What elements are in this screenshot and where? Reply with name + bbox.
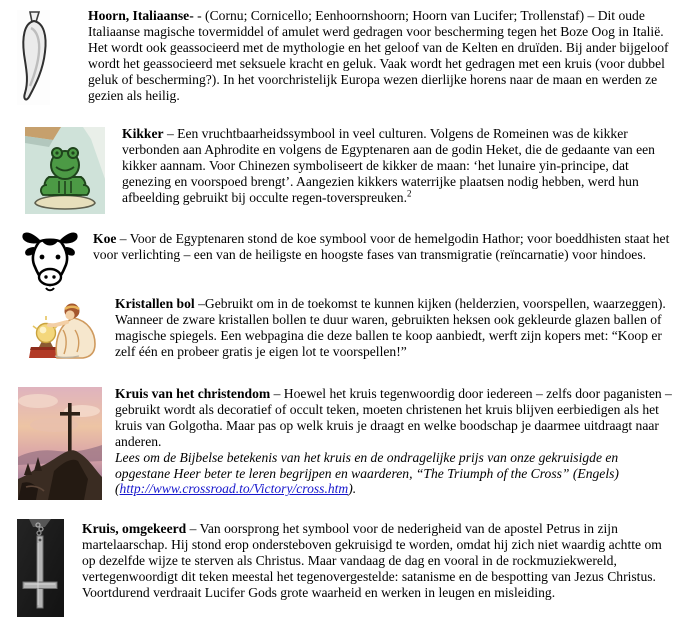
section-kristallen-bol <box>115 296 676 360</box>
footnote-ref: 2 <box>406 188 412 199</box>
section-body: – Van oorsprong het symbool voor de nederigheid van de apostel Petrus in zijn martelaarschap. Hij stond erop ondersteboven gekruisigd te worden, omdat hij zich niet waardig achtte om op dezelfde wijze te sterven als Christus. Maar vandaag de dag en vooral in de rockmuziekwereld, vertegenwoordigt dit teken meestal het tegenovergestelde: satanisme en de bespotting van Jezus Christus. Voortdurend verdraait Lucifer Gods grote waarheid en werken in leugen en misleiding. <box>82 521 662 600</box>
section-hoorn <box>88 8 676 103</box>
section-note-after: ). <box>348 481 357 497</box>
cross-painting-image <box>18 387 102 500</box>
section-body: – Voor de Egyptenaren stond de koe symbool voor de hemelgodin Hathor; voor boeddhisten staat het voor verlichting – een van de heiligste en hoogste fases van transmigratie (reïncarnatie) voor hindoes. <box>93 231 670 262</box>
section-title: Hoorn, Italiaanse- <box>88 8 194 23</box>
crystal-ball-image <box>27 296 107 361</box>
crossroad-link[interactable]: http://www.crossroad.to/Victory/cross.htm <box>119 481 349 497</box>
section-body: - (Cornu; Cornicello; Eenhoornshoorn; Hoorn van Lucifer; Trollenstaf) – Dit oude Italiaanse magische tovermiddel of amulet werd gedragen voor bescherming tegen het Boze Oog in Italië. Het wordt ook geassocieerd met de mythologie en het geloof van de Kelten en druïden. Bij ander bijgeloof wordt het geassocieerd met seksuele kracht en geluk. Vaak wordt het gedragen met een kruis (voor dubbel geluk of bescherming?). In het voorchristelijk Europa wezen dierlijke horens naar de maan en werden ze gezien als heilig. <box>88 8 669 103</box>
section-title: Kruis, omgekeerd <box>82 521 187 536</box>
section-kruis-christendom <box>115 386 676 497</box>
section-kruis-omgekeerd <box>82 521 676 601</box>
section-title: Koe <box>93 231 117 246</box>
section-title: Kruis van het christendom <box>115 386 271 401</box>
section-body: – Een vruchtbaarheidssymbool in veel culturen. Volgens de Romeinen was de kikker verbonden aan Aphrodite en volgens de Egyptenaren aan de godin Heket, die de gedaante van een kikker aannam. Voor Chinezen symboliseert de kikker de maan: ‘het lunaire yin-principe, dat genezing en voorspoed brengt’. Aangezien kikkers waterrijke plaatsen nodig hebben, werd hun afbeelding gebruikt bij occulte regen-toverspreuken. <box>122 126 655 205</box>
section-body: – Hoewel het kruis tegenwoordig door iedereen – zelfs door paganisten – gebruikt wordt als decoratief of occult teken, moeten christenen het kruis blijven eerbiedigen als het kruis van Golgotha. Maar pas op welk kruis je draagt en welke boodschap je daarmee uitdraagt naar anderen. <box>115 386 672 449</box>
section-koe <box>93 231 676 263</box>
section-kikker <box>122 126 676 206</box>
frog-image <box>25 127 105 214</box>
inverted-cross-image <box>17 519 64 617</box>
cow-head-image <box>18 231 82 293</box>
section-title: Kikker <box>122 126 164 141</box>
italian-horn-image <box>17 10 50 105</box>
section-note: Lees om de Bijbelse betekenis van het kruis en de ondragelijke prijs van onze gekruisigde en opgestane Heer beter te leren begrijpen en waarderen, “The Triumph of the Cross” (Engels) ( <box>115 449 619 497</box>
section-body: –Gebruikt om in de toekomst te kunnen kijken (helderzien, voorspellen, waarzeggen). Wanneer de zware kristallen bollen te duur waren, gebruikten heksen ook gekleurde glazen ballen of magische spiegels. Een webpagina die deze ballen te koop aanbiedt, werft zijn kopers met: “Koop er zelf één en probeer gratis je eigen lot te voorspellen!” <box>115 296 666 359</box>
section-title: Kristallen bol <box>115 296 195 311</box>
